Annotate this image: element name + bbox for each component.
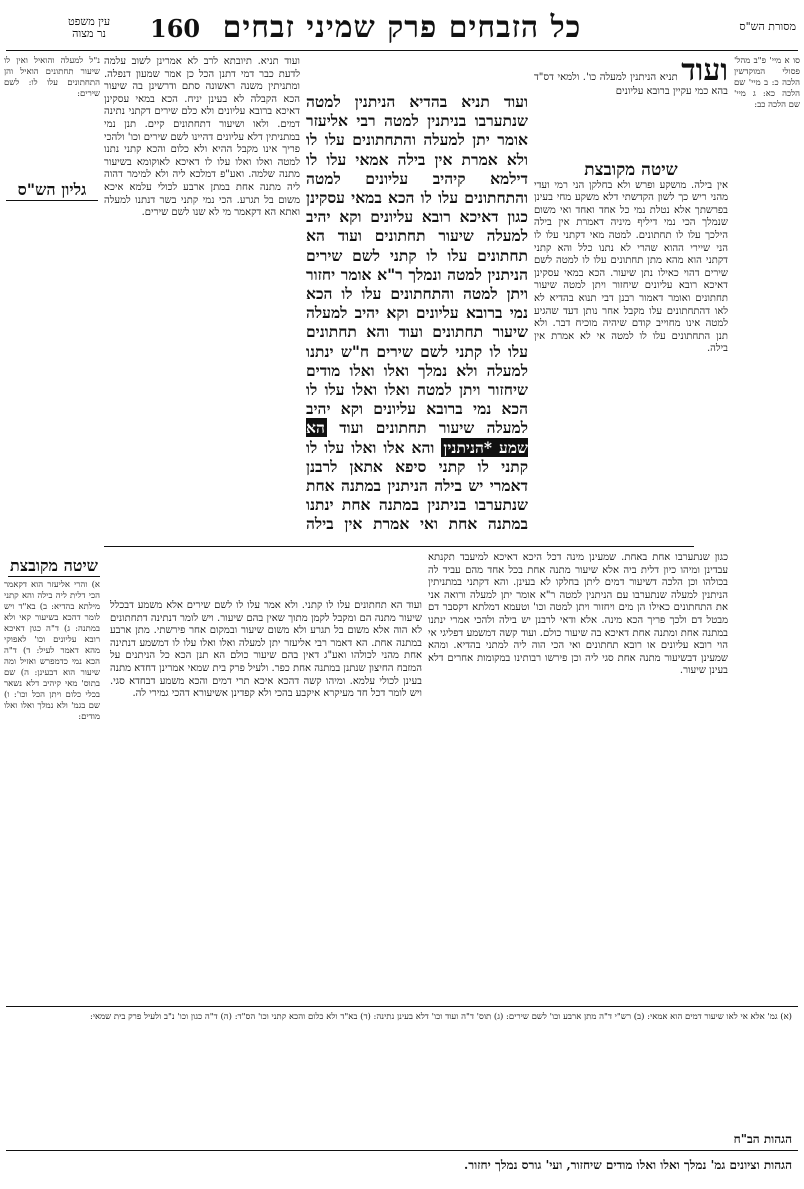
gemara-text-2: והא אלו ואלו עלו לו קתני לו קתני סיפא אתאן לרבנן דאמרי יש בילה הניתנין במתנה אחת שנתערבו בניתנין במתנה אחת ינתנו במתנה אחת ואי אמרת אין בילה [306, 437, 528, 534]
ein-mishpat-label: עין משפט נר מצוה [68, 15, 111, 40]
lower-commentary-left: ועוד הא תחתונים עלו לו קתני. ולא אמר עלו לו לשם שירים אלא משמע דבכלל שיעור מתנה הם ומקבל לקמן מתוך שאין בהם שיעור. ויש לומר דנתינה דתחתונים לא הוה אלא משום בל תגרע ולא משום שיעור ובמקום אחר פירשתי. מתן ארבע במתנה אחת. הא דאמר רבי אליעזר יתן למעלה ואלו ואלו עלו לו דמשמע דנתינה אחת מהני לכולהו ואע"ג דאין בהם שיעור כולם הא תנן הכא כל הניתנים על המזבח החיצון שנתנן במתנה אחת כפר. ולעיל פרק בית שמאי אמרינן דחדא מתנה בעינן לכולי עלמא. ומיהו קשה דהכא איכא תרי דמים והכא משמע דבחדא סגי. ויש לומר דכל חד מעיקרא איקבע בהכי ולא קפדינן אשיעורא דהכי גמירי לה. [110, 600, 422, 700]
rashi-upper [534, 56, 728, 160]
page-header [0, 6, 804, 50]
rashi-commentary [534, 162, 728, 542]
tosafot-commentary: ועוד תניא. תיובתא לרב לא אמרינן לשוב עלמה לדעת כבר דמי דתנן הכל כן אמר שמעון דנפלה. ומתניתין משנה ראשונה סתם ודרשינן בה שיעור הכא הקבלה לא בעינן יניח. הכא במאי עסקינן דאיכא ברובא עליונים ולא כלם שירים דקתני נתינה דמים. ולאו ושיעור דתחתונים קיים. תנן נמי במתניתין דלא עליונים דהיינו לשם שירים וכו' ולהכי פריך אינו מקבל ההיא ולא כלום והכא קתני נתנו למטה ואלו ואלו עלו לו דאיכא לאוקומא בשיעור מתנה שלמה. ואע"פ דמלכא ליה ולא למימר דהוה ליה מתנה אחת במתן ארבע לכולי עלמא איכא משום בל תגרע. הכי נמי קתני בשר דנתנו למעלה ואתא הא דקאמר מי לא שנו לשם שירים. [104, 56, 300, 219]
rashi-text: אין בילה. מושקע ופרש ולא בחלקן הני רמי ועדי מהני ריש כך לשון הקדשתי דלא משקע מחי בעינן בפרשתך אלא נטלת נמי כל אחד ואחד ואי משום שנמלך הכי נמי דיליף מיניה דאמרת אין בילה הילכך עלו לו תחתונים. למטה מאי דקתני עלו לו הני שיירי ההוא שהרי לא נתנו כלל והא קתני דקתני הוא מהא מתן תחתונים עלו לו למטה לשם שירים דהוי כאילו נתן שיעור. הכא במאי עסקינן דאיכא רובא עליונים שיחזור ויתן למטה שיעור תחתונים ואומר דאמור רבנן דבי תנוא בהדיא לא לאו דהתחתונים עלו מקבל אחר נותן דעד שהגיע למטה אינו מחוייב קודם שיהיה מוכיח דבר. ולא תנן התחתונים עלו לו למטה אי לא אמרת אין בילה. [534, 179, 728, 355]
bottom-label: הגהות וציונים [729, 1158, 792, 1172]
lower-commentary-right: כגון שנתערבו אחת באחת. שמעינן מינה דכל היכא דאיכא למיעבד תקנתא עבדינן ומיהו כיון דלית ביה אלא שיעור מתנה אחת בכל אחד מהם עביד לה בכולהו וכן הלכה דשיעור דמים ליתן בחלקו לא בעינן. והא דקתני במתניתין הניתנין למעלה שנתערבו עם הניתנין למטה ר"א אומר יתן למעלה ורואה אני את התחתונים כאילו הן מים ויחזור ויתן למטה וכו' וטעמא דמלתא דקסבר דם מבטל דם ולכך פריך הכא מינה. אלא ודאי לרבנן יש בילה ולהכי אמרי ינתנו במתנה אחת ומתנה אחת דאיכא בה שיעור כולם. ועוד קשה דמשמע דפליגי אי הוי רובא עליונים או רובא תחתונים ואי הכי הוה ליה למתני בהדיא. ומהא שמעינן דבשיעור מתנה אחת סגי ליה וכן פירשו רבותינו במקומות אחרים דלא בעינן שיעור. [428, 552, 728, 677]
footer-notes-title: הגהות הב"ח [733, 1132, 792, 1146]
gilyon-heading: גליון הש"ס [6, 180, 98, 201]
shita-heading: שיטה מקובצת [584, 162, 678, 180]
right-margin-notes: סו א מיי' פ"ב מהל' פסולי המוקדשין הלכה כ: ב מיי' שם הלכה כא: ג מיי' שם הלכה כב: [734, 56, 800, 110]
footer-notes: (א) גמ' אלא אי לאו שיעור דמים הוא אמאי: (ב) רש"י ד"ה מתן ארבע וכו' לשם שירים: (ג) תוס' ד"ה ועוד וכו' דלא בעינן נתינה: (ד) בא"ד ולא כלום והכא קתני וכו' הס"ד: (ה) ד"ה כגון וכו' נ"ב ולעיל פרק בית שמאי: [89, 1012, 792, 1022]
bottom-text: גמ' נמלך ואלו ואלו מודים שיחזור, ועי' גורס נמלך יחזור. [464, 1158, 726, 1172]
shita-lower-text: א) והרי אליעזר הוא דקאמר הכי דלית ליה בילה והא קתני מילתא בהדיא: ב) בא"ד ויש לומר דהכא בשיעור קאי ולא במתנה: ג) ד"ה כגון דאיכא רובא עליונים וכו' לאפוקי מהא דאמר לעיל: ד) ד"ה הכא נמי כדמפרש ואזיל ומה שיעור הוא דבעינן: ה) שם בתוס' מאי קיהיב דלא נשאר בכלי כלום ויתן הכל וכו': ו) שם בגמ' ולא נמלך ואלו ואלו מודים: [4, 580, 100, 722]
mid-rule [104, 546, 694, 547]
header-rule [6, 50, 798, 51]
page-number: 160 [150, 14, 201, 43]
mesoret-label: מסורת הש"ס [739, 20, 796, 33]
gemara-highlight: הא שמע *הניתנין [306, 418, 528, 457]
gemara-opening-text: תניא הניתנין למעלה כו'. ולמאי דס"ד בהא כמי עקיין ברובא עליונים [534, 72, 728, 97]
bottom-rule [6, 1150, 798, 1151]
bottom-reference [464, 1158, 792, 1173]
page-title: כל הזבחים פרק שמיני זבחים [222, 10, 582, 45]
gemara-opening-word: ועוד [681, 56, 728, 88]
left-margin-notes: נ"ל למעלה והואיל ואין לו שיעור תחתונים הואיל והן התחתונים עלו לו: לשם שירים: [4, 56, 100, 99]
footer-rule [6, 1006, 798, 1007]
shita-lower-heading: שיטה מקובצת [8, 556, 100, 577]
gemara-text-1: ועוד תניא בהדיא הניתנין למטה שנתערבו בניתנין למטה רבי אליעזר אומר יתן למעלה והתחתונים עלו לו ולא אמרת אין בילה אמאי עלו לו דילמא קיהיב עליונים למטה והתחתונים עלו לו הכא במאי עסקינן כגון דאיכא רובא עליונים וקא יהיב למעלה שיעור תחתונים ועוד הא תחתונים עלו לו קתני לשם שירים הניתנין למטה ונמלך ר"א אומר יחזור ויתן למטה והתחתונים עלו לו הכא נמי ברובא עליונים וקא יהיב למעלה שיעור תחתונים ועוד והא תחתונים עלו לו קתני לשם שירים ח"ש ינתנו למעלה ולא נמלך ואלו ואלו מודים שיחזור ויתן למטה ואלו ואלו עלו לו הכא נמי ברובא עליונים וקא יהיב למעלה שיעור תחתונים ועוד [306, 92, 528, 438]
gemara-main [306, 92, 528, 534]
